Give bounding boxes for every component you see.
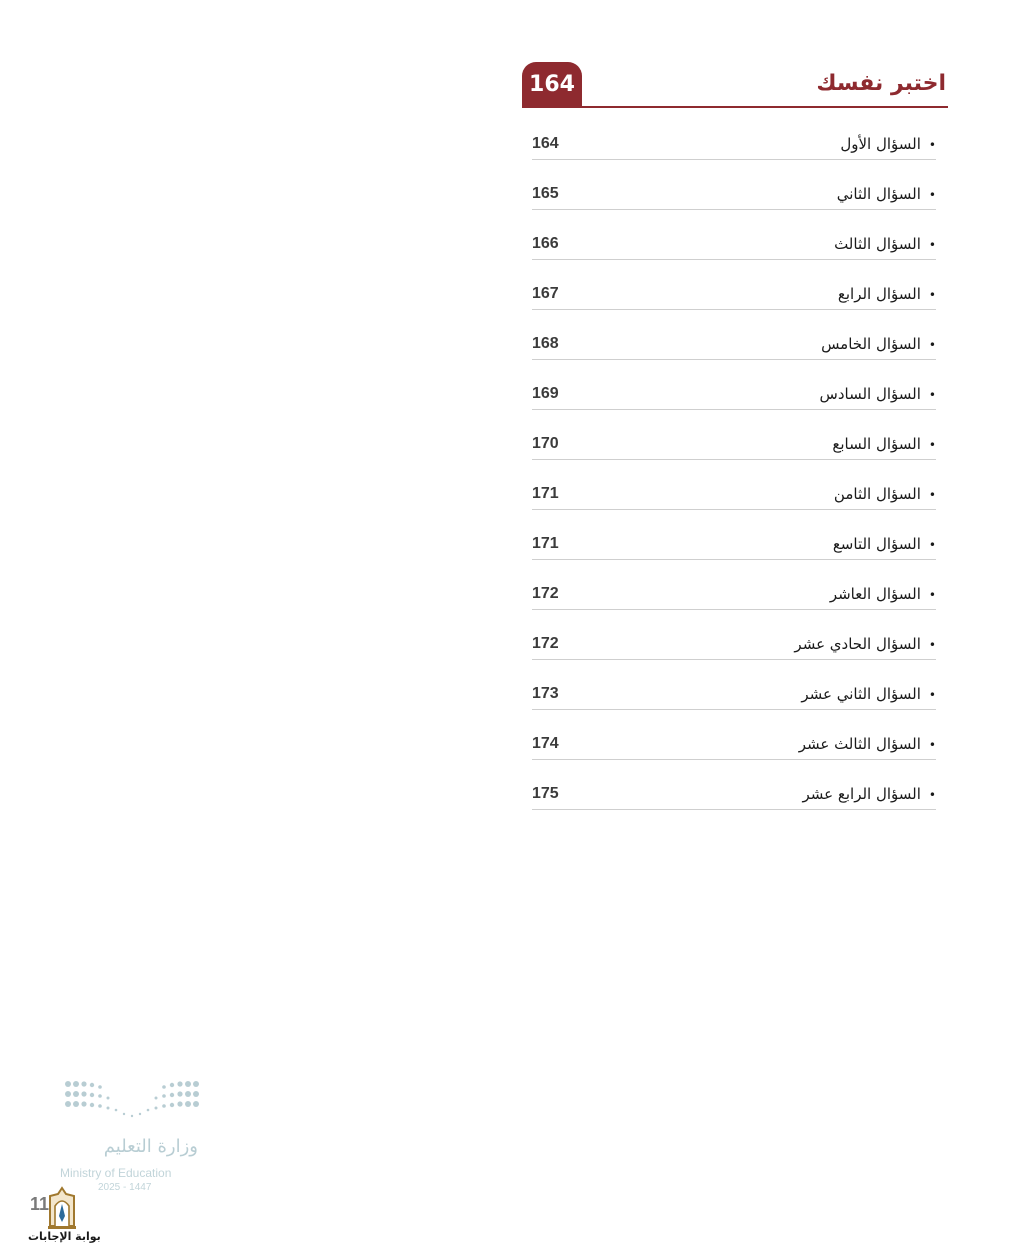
toc-item[interactable] [532, 360, 936, 410]
toc-label [820, 385, 936, 403]
toc-item[interactable] [532, 460, 936, 510]
toc-label [834, 485, 936, 503]
bullet-icon: • [928, 138, 936, 152]
footer-page-number: 11 [30, 1194, 50, 1214]
ministry-name-ar: وزارة التعليم [103, 1136, 198, 1157]
bullet-icon: • [928, 738, 936, 752]
bullet-icon: • [928, 388, 936, 402]
toc-label-text: السؤال السابع [832, 435, 921, 453]
ministry-logo-icon [62, 1078, 202, 1128]
ministry-name-en: Ministry of Education [60, 1166, 172, 1180]
toc-page-number: 164 [532, 135, 559, 152]
toc-item[interactable] [532, 710, 936, 760]
ministry-watermark [58, 1078, 208, 1203]
toc-page-number: 175 [532, 785, 559, 802]
toc-label-text: السؤال الثالث [834, 235, 921, 253]
toc-label [837, 185, 936, 203]
toc-label [832, 435, 936, 453]
bullet-icon: • [928, 688, 936, 702]
toc-page-number: 168 [532, 335, 559, 352]
bullet-icon: • [928, 638, 936, 652]
toc-item[interactable] [532, 760, 936, 810]
toc-label-text: السؤال الثالث عشر [798, 735, 921, 753]
toc-label [833, 535, 936, 553]
toc-page-number: 165 [532, 185, 559, 202]
portal-logo-icon [40, 1186, 84, 1230]
toc-page-number: 166 [532, 235, 559, 252]
toc-label-text: السؤال الرابع عشر [802, 785, 921, 803]
toc-label-text: السؤال العاشر [829, 585, 921, 603]
toc-label-text: السؤال الأول [840, 135, 921, 153]
bullet-icon: • [928, 488, 936, 502]
toc-item[interactable] [532, 560, 936, 610]
toc-item[interactable] [532, 210, 936, 260]
toc-label [821, 335, 936, 353]
ministry-year: 2025 - 1447 [98, 1182, 152, 1193]
toc-item[interactable] [532, 310, 936, 360]
toc-label-text: السؤال الثاني عشر [801, 685, 921, 703]
toc-label-text: السؤال الخامس [821, 335, 921, 353]
section-header [522, 62, 948, 108]
toc-page-number: 173 [532, 685, 559, 702]
toc-label-text: السؤال الثامن [833, 485, 921, 503]
toc-item[interactable] [532, 410, 936, 460]
toc-label [838, 285, 936, 303]
toc-item[interactable] [532, 610, 936, 660]
toc-page-number: 171 [532, 535, 559, 552]
toc-label-text: السؤال التاسع [832, 535, 921, 553]
toc-label [799, 735, 936, 753]
toc-label [840, 135, 936, 153]
toc-page-number: 172 [532, 635, 559, 652]
toc-item[interactable] [532, 260, 936, 310]
toc-item[interactable] [532, 110, 936, 160]
toc-page-number: 174 [532, 735, 559, 752]
toc-label [801, 685, 936, 703]
bullet-icon: • [928, 338, 936, 352]
table-of-contents [532, 110, 936, 810]
toc-label [834, 235, 936, 253]
toc-page-number: 171 [532, 485, 559, 502]
toc-label-text: السؤال الرابع [837, 285, 921, 303]
bullet-icon: • [928, 288, 936, 302]
toc-page-number: 167 [532, 285, 559, 302]
toc-item[interactable] [532, 160, 936, 210]
portal-caption: بوابة الإجابات [28, 1230, 101, 1243]
toc-page-number: 172 [532, 585, 559, 602]
bullet-icon: • [928, 538, 936, 552]
toc-label-text: السؤال الحادي عشر [794, 635, 921, 653]
bullet-icon: • [928, 238, 936, 252]
bullet-icon: • [928, 438, 936, 452]
bullet-icon: • [928, 788, 936, 802]
toc-page-number: 170 [532, 435, 559, 452]
toc-label [803, 785, 937, 803]
bullet-icon: • [928, 188, 936, 202]
toc-item[interactable] [532, 660, 936, 710]
section-title: اختبر نفسك [816, 71, 946, 96]
bullet-icon: • [928, 588, 936, 602]
toc-item[interactable] [532, 510, 936, 560]
toc-label [794, 635, 936, 653]
toc-label-text: السؤال السادس [819, 385, 921, 403]
section-page-badge: 164 [522, 62, 582, 107]
toc-label-text: السؤال الثاني [836, 185, 921, 203]
header-rule [522, 106, 948, 108]
toc-page-number: 169 [532, 385, 559, 402]
toc-label [830, 585, 936, 603]
